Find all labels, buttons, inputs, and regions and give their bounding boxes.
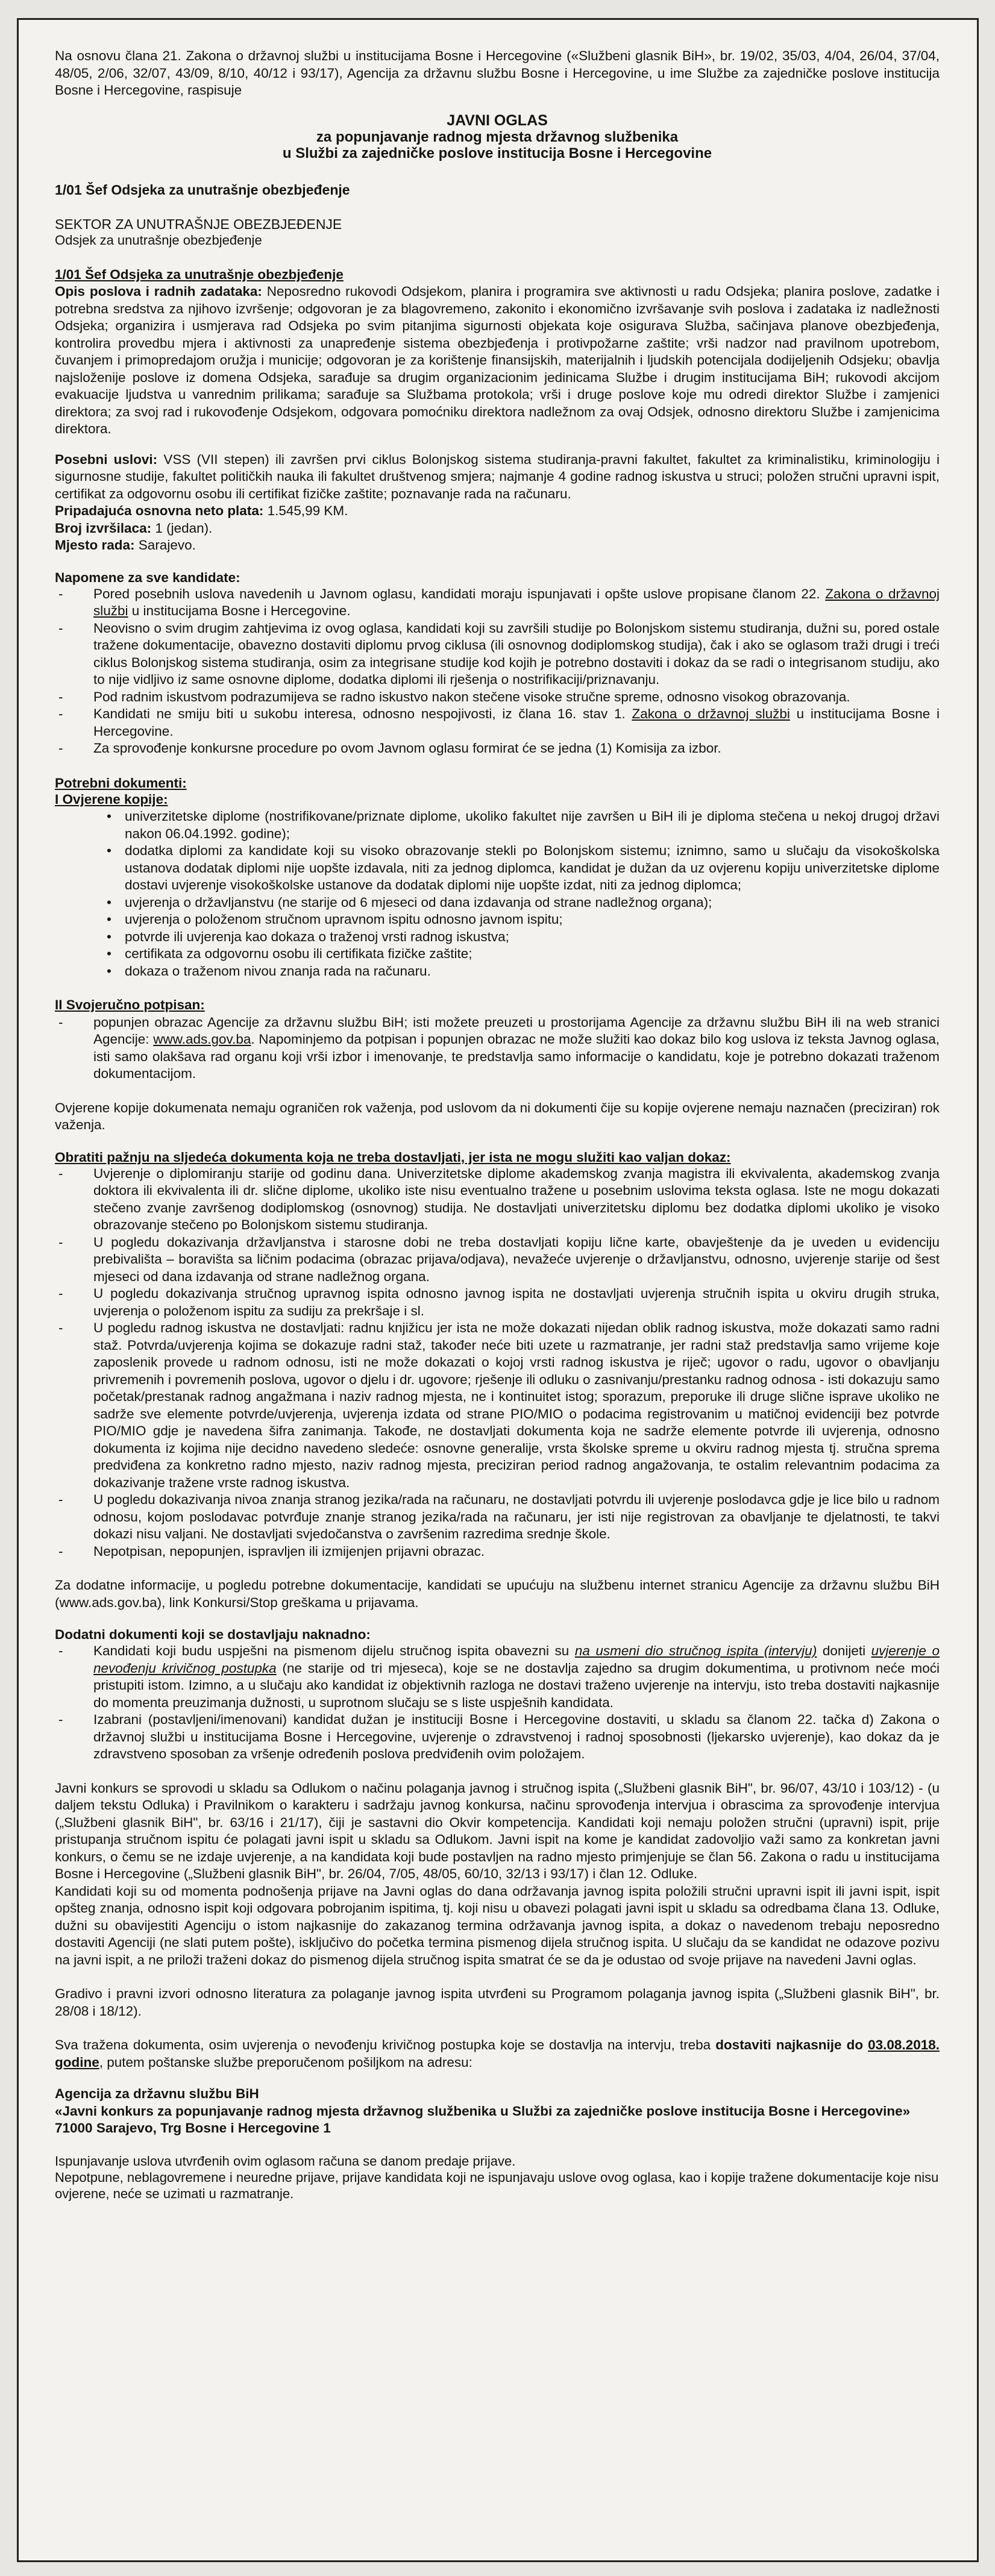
- mailing-address: [55, 2086, 940, 2137]
- salary-label: Pripadajuća osnovna neto plata:: [55, 503, 264, 518]
- address-envelope-note: «Javni konkurs za popunjavanje radnog mjesta državnog službenika u Službi za zajedničke poslove institucija Bosne i Hercegovine»: [55, 2103, 911, 2119]
- conditions-text: VSS (VII stepen) ili završen prvi ciklus Bolonjskog sistema studiranja-pravni fakultet, fakultet za kriminalistiku, kriminologiju i sigurnosne studije, fakultet političkih nauka ili fakultet društvenog smjera; najmanje 4 godine radnog iskustva u struci; položen stručni upravni ispit, certifikat za odgovornu osobu ili certifikat fizičke zaštite; poznavanje rada na računaru.: [55, 451, 940, 501]
- list-item: • potvrde ili uvjerenja kao dokaza o traženoj vrsti radnog iskustva;: [125, 929, 940, 946]
- law-link[interactable]: Zakona o državnoj službi: [632, 706, 790, 721]
- note-item: - Pod radnim iskustvom podrazumijeva se radno iskustvo nakon stečene visoke stručne spreme, odnosno visokog obrazovanja.: [93, 689, 940, 706]
- list-item: • dokaza o traženom nivou znanja rada na računaru.: [125, 963, 940, 980]
- position-description: [55, 266, 940, 438]
- list-item: - Uvjerenje o diplomiranju starije od godinu dana. Univerzitetske diplome akademskog zvanja magistra ili ekvivalenta, akademskog zvanja doktora ili ekvivalenta ili dr. slične diplome, ukoliko iste nisu eventualno tražene u posebnim uslovima teksta oglasa. Iste ne mogu dokazati stečeno zvanje završenog dodiplomskog (osnovnog) studija. Ne dostavljati univerzitetsku diplomu bez dodatka diplomi ukoliko je visoko obrazovanje stečeno po Bolonjskom sistemu studiranja.: [93, 1165, 940, 1234]
- list-item: - U pogledu radnog iskustva ne dostavljati: radnu knjižicu jer ista ne može dokazati nijedan oblik radnog iskustva, može dokazati samo radni staž. Potvrda/uvjerenja kojima se dokazuje radni staž, također neće biti uzete u razmatranje, jer radni staž predstavlja samo vrijeme koje zaposlenik provede u radnom odnosu, isti ne može dokazati o kojoj vrsti radnog iskustva je riječ; ugovor o radu, ugovor o obavljanju privremenih i povremenih poslova, ugovor o djelu i dr. ugovore; rješenje ili odluku o zasnivanju/prestanku radnog odnosa - isti dokazuju samo početak/prestanak radnog angažmana i naziv radnog mjesta, ne i kontinuitet istog; sporazum, preporuke ili druge slične isprave ukoliko ne sadrže sve elemente potvrde/uvjerenja, uvjerenja izdata od strane PIO/MIO o podacima registrovanim u matičnoj evidenciji bez potvrde PIO/MIO gdje je navedena šifra zanimanja. Takođe, ne dostavljati dokumenta koja ne sadrže elemente potvrde ili uvjerenja, odnosno dokumenta iz kojima nije decidno navedeno sledeće: osnovne generalije, vrsta školske spreme u okviru radnog mjesta tj. stručna sprema predviđena za konkretno radno mjesto, naziv radnog mjesta, preciziran period radnog angažovanja, te ostalim relevantnim podacima za dokazivanje tražene vrste radnog iskustva.: [93, 1320, 940, 1491]
- note-item: - Za sprovođenje konkursne procedure po ovom Javnom oglasu formirat će se jedna (1) Komisija za izbor.: [93, 740, 940, 757]
- legal-basis-paragraph: Na osnovu člana 21. Zakona o državnoj službi u institucijama Bosne i Hercegovine («Službeni glasnik BiH», br. 19/02, 35/03, 4/04, 26/04, 37/04, 48/05, 2/06, 32/07, 43/09, 8/10, 40/12 i 93/17), Agencija za državnu službu Bosne i Hercegovine, u ime Službe za zajedničke poslove institucija Bosne i Hercegovine, raspisuje: [55, 48, 940, 98]
- documents-heading: Potrebni dokumenti:: [55, 775, 187, 791]
- law-link[interactable]: Zakona o državnoj službi: [93, 586, 940, 618]
- attention-list: [55, 1165, 940, 1561]
- note-item: - Neovisno o svim drugim zahtjevima iz ovog oglasa, kandidati koji su završili studije po Bolonjskom sistemu studiranja, dužni su, pored ostale tražene dokumentacije, obavezno dostaviti diplomu prvog ciklusa (ili osnovnog dodiplomskog studija), čak i ako se oglasom traži drugi i treći ciklus Bolonjskog sistema studiranja, osim za integrisane studije kod kojih je potrebno dostaviti i dokaz da se radi o integrisanom studiju, ako to nije vidljivo iz same osnovne diplome, dodatka diplomi ili rješenja o nostrifikaciji/priznavanju.: [93, 620, 940, 689]
- note-item: - Kandidati ne smiju biti u sukobu interesa, odnosno nespojivosti, iz člana 16. stav 1. Zakona o državnoj službi u institucijama Bosne i Hercegovine.: [93, 706, 940, 740]
- list-item: - U pogledu dokazivanja stručnog upravnog ispita odnosno javnog ispita ne dostavljati uvjerenja stručnih ispita u okviru drugih struka, uvjerenja o položenom ispitu za sudiju za prekršaje i sl.: [93, 1285, 940, 1320]
- conditions-label: Posebni uslovi:: [55, 451, 158, 467]
- literature-paragraph: Gradivo i pravni izvori odnosno literatura za polaganje javnog ispita utvrđeni su Programom polaganja javnog ispita („Službeni glasnik BiH", br. 28/08 i 18/12).: [55, 1986, 940, 2019]
- exemption-paragraph: Kandidati koji su od momenta podnošenja prijave na Javni oglas do dana održavanja javnog ispita položili stručni upravni ispit ili javni ispit, ispit opšteg znanja, odnosno ispit koji odgovara pobrojanim ispitima, tj. koji nisu u obavezi polagati javni ispit u skladu sa odredbama člana 13. Odluke, dužni su obavijestiti Agenciju o istom najkasnije do zakazanog termina održavanja javnog ispita, a dokaz o navedenom trebaju neposredno dostaviti Agenciji (ne slati putem pošte), isključivo do početka termina pismenog dijela stručnog ispita. U slučaju da se kandidat ne odazove pozivu na javni ispit, a ne priloži traženi dokaz do pismenog dijela stručnog ispita smatrat će se da je odustao od svoje prijave na navedeni Javni oglas.: [55, 1883, 940, 1967]
- position-title: 1/01 Šef Odsjeka za unutrašnje obezbjeđenje: [55, 266, 344, 282]
- note-item: - Pored posebnih uslova navedenih u Javnom oglasu, kandidati moraju ispunjavati i opšte uslove propisane članom 22. Zakona o državnoj službi u institucijama Bosne i Hercegovine.: [93, 586, 940, 620]
- list-item: - U pogledu dokazivanja nivoa znanja stranog jezika/rada na računaru, ne dostavljati potvrdu ili uvjerenje poslodavca gdje je lice bilo u radnom odnosu, kojom poslodavac potvrđuje znanje stranog jezika/rada na računaru, jer isti nije registrovan za obavljanje te djelatnosti, te takvi dokazi nisu valjani. Ne dostavljati svjedočanstva o završenim razredima srednje škole.: [93, 1491, 940, 1543]
- footer-line-1: Ispunjavanje uslova utvrđenih ovim oglasom računa se danom predaje prijave.: [55, 2153, 516, 2169]
- certified-copies-heading: I Ovjerene kopije:: [55, 791, 168, 807]
- list-item: - U pogledu dokazivanja državljanstva i starosne dobi ne treba dostavljati kopiju lične karte, obavještenje da je uveden u evidenciju prebivališta – boravišta sa ličnim podacima (obrazac prijava/odjava), nevažeće uvjerenje o državljanstvu, odnosno, uvjerenje starije od šest mjeseci od dana izdavanja od strane nadležnog organa.: [93, 1234, 940, 1286]
- procedure-paragraph: Javni konkurs se sprovodi u skladu sa Odlukom o načinu polaganja javnog i stručnog ispita („Službeni glasnik BiH", br. 96/07, 43/10 i 103/12) - (u daljem tekstu Odluka) i Pravilnikom o karakteru i sadržaju javnog konkursa, načinu sprovođenja intervjua i obrascima za sprovođenje intervjua („Službeni glasnik BiH", br. 63/16 i 21/17), čiji je sastavni dio Okvir kompetencija. Kandidati koji nemaju položen stručni (upravni) ispit, prije pristupanja stručnom ispitu će polagati javni ispit u skladu sa Odlukom. Javni ispit na kome je kandidat zadovoljio važi samo za konkretan javni konkurs, o čemu se ne izdaje uvjerenje, a na kandidata koji bude postavljen na radno mjesto primjenjuje se član 56. Zakona o radu u institucijama Bosne i Hercegovine („Službeni glasnik BiH", br. 26/04, 7/05, 48/05, 60/10, 32/13 i 93/17) i član 12. Odluke.: [55, 1780, 940, 1881]
- later-docs-heading: Dodatni dokumenti koji se dostavljaju naknadno:: [55, 1627, 371, 1642]
- address-street: 71000 Sarajevo, Trg Bosne i Hercegovine 1: [55, 2120, 331, 2136]
- salary-row: [55, 503, 940, 520]
- place-value: Sarajevo.: [138, 537, 196, 553]
- notes-list: [55, 586, 940, 757]
- count-value: 1 (jedan).: [155, 520, 213, 536]
- deadline-paragraph: Sva tražena dokumenta, osim uvjerenja o nevođenju krivičnog postupka koje se dostavlja na intervju, treba dostaviti najkasnije do 03.08.2018. godine, putem poštanske službe preporučenom pošiljkom na adresu:: [55, 2037, 940, 2070]
- count-label: Broj izvršilaca:: [55, 520, 152, 536]
- place-label: Mjesto rada:: [55, 537, 135, 553]
- list-item: • univerzitetske diplome (nostrifikovane/priznate diplome, ukoliko fakultet nije završen u BiH ili je diploma stečena u nekoj drugoj državi nakon 06.04.1992. godine);: [125, 808, 940, 842]
- signed-form-heading: II Svojeručno potpisan:: [55, 997, 205, 1012]
- address-agency: Agencija za državnu službu BiH: [55, 2086, 259, 2101]
- list-item: • dodatka diplomi za kandidate koji su visoko obrazovanje stekli po Bolonjskom sistemu; iznimno, samo u slučaju da visokoškolska ustanova dodatak diplomi nije uopšte izdavala, niti za jednog diplomca, kandidat je dužan da uz ovjerenu kopiju univerzitetske diplome dostavi uvjerenje visokoškolske ustanove da dodatak diplomi nije uopšte izdat, niti za jednog diplomca;: [125, 842, 940, 894]
- special-conditions: [55, 451, 940, 503]
- ad-title-block: [55, 113, 940, 161]
- later-docs-list: [55, 1643, 940, 1763]
- duties-text: Neposredno rukovodi Odsjekom, planira i programira sve aktivnosti u radu Odsjeka; planira poslove, zadatke i potrebna sredstva za njihovo izvršenje; odgovoran je za blagovremeno, zakonito i ekonomično izvršavanje svih poslova i zadataka iz nadležnosti Odsjeka; organizira i usmjerava rad Odsjeka po svim pitanjima sigurnosti objekata koje osigurava Služba, sačinjava planove obezbjeđenja, kontrolira provedbu mjera i aktivnosti za unapređenje sistema obezbjeđenja i protivpožarne zaštite; vrši nadzor nad pravilnom upotrebom, čuvanjem i primopredajom oružja i municije; odgovoran je za korištenje finansijskih, materijalnih i ljudskih potencijala dodijeljenih Odsjeku; obavlja najsloženije poslove iz domena Odsjeka, sarađuje sa drugim organizacionim jedinicama Službe i drugim institucijama BiH; rukovodi akcijom evakuacije ljudstva u vanrednim prilikama; sarađuje sa Službama protokola; vrši i druge poslove koje mu odredi direktor Službe i zamjenici direktora; za svoj rad i rukovođenje Odsjekom, odgovara pomoćniku direktora nadležnom za ovaj Odsjek, odnosno direktoru Službe i zamjenicima direktora.: [55, 284, 940, 436]
- certified-copies-list: [55, 808, 940, 980]
- duties-label: Opis poslova i radnih zadataka:: [55, 284, 262, 299]
- department-name: Odsjek za unutrašnje obezbjeđenje: [55, 232, 262, 248]
- job-ad-sheet: [17, 18, 979, 2562]
- ad-title: JAVNI OGLAS: [447, 111, 548, 129]
- sector-name: SEKTOR ZA UNUTRAŠNJE OBEZBJEĐENJE: [55, 216, 342, 232]
- ad-subtitle-1: za popunjavanje radnog mjesta državnog službenika: [316, 128, 679, 145]
- position-heading: 1/01 Šef Odsjeka za unutrašnje obezbjeđenje: [55, 181, 350, 198]
- ads-website-link[interactable]: www.ads.gov.ba: [153, 1032, 251, 1047]
- list-item: - Izabrani (postavljeni/imenovani) kandidat dužan je instituciji Bosne i Hercegovine dostaviti, u skladu sa članom 22. tačka d) Zakona o državnoj službi u institucijama Bosne i Hercegovine, uvjerenje o zdravstvenoj i radnoj sposobnosti (ljekarsko uvjerenje), kao dokaz da je zdravstveno sposoban za vršenje određenih poslova predviđenih ovim položajem.: [93, 1711, 940, 1763]
- salary-value: 1.545,99 KM.: [267, 503, 348, 518]
- list-item: - popunjen obrazac Agencije za državnu službu BiH; isti možete preuzeti u prostorijama Agencije za državnu službu BiH ili na web stranici Agencije: www.ads.gov.ba. Napominjemo da potpisan i popunjen obrazac ne može služiti kao dokaz bilo kog uslova iz teksta Javnog oglasa, isti samo olakšava rad organu koji vrši izbor i imenovanje, te predstavlja samo informacije o kandidatu, koje je potrebno dokazati traženom dokumentacijom.: [93, 1014, 940, 1083]
- ad-subtitle-2: u Službi za zajedničke poslove institucija Bosne i Hercegovine: [282, 145, 712, 161]
- list-item: • uvjerenja o državljanstvu (ne starije od 6 mjeseci od dana izdavanja od strane nadležnog organa);: [125, 894, 940, 912]
- list-item: - Kandidati koji budu uspješni na pismenom dijelu stručnog ispita obavezni su na usmeni dio stručnog ispita (intervju) donijeti uvjerenje o nevođenju krivičnog postupka (ne starije od tri mjeseca), koje se ne dostavlja zajedno sa drugim dokumentima, u protivnom neće moći pristupiti istom. Izimno, a u slučaju ako kandidat iz objektivnih razloga ne dostavi traženo uvjerenje na intervju, isto treba dostaviti najkasnije do momenta preuzimanja dužnosti, u suprotnom slučaju se s liste uspješnih kandidata.: [93, 1643, 940, 1711]
- signed-form-list: [55, 1014, 940, 1083]
- place-row: [55, 537, 940, 554]
- validity-paragraph: Ovjerene kopije dokumenata nemaju ograničen rok važenja, pod uslovom da ni dokumenti čije su kopije ovjerene nemaju naznačen (preciziran) rok važenja.: [55, 1100, 940, 1132]
- list-item: • certifikata za odgovornu osobu ili certifikata fizičke zaštite;: [125, 945, 940, 963]
- footer-notes: [55, 2153, 940, 2202]
- count-row: [55, 520, 940, 537]
- list-item: • uvjerenja o položenom stručnom upravnom ispitu odnosno javnom ispitu;: [125, 911, 940, 929]
- footer-line-2: Nepotpune, neblagovremene i neuredne prijave, prijave kandidata koji ne ispunjavaju uslove ovog oglasa, kao i kopije tražene dokumentacije koje nisu ovjerene, neće se uzimati u razmatranje.: [55, 2169, 939, 2201]
- list-item: - Nepotpisan, nepopunjen, ispravljen ili izmijenjen prijavni obrazac.: [93, 1543, 940, 1561]
- attention-heading: Obratiti pažnju na sljedeća dokumenta koja ne treba dostavljati, jer ista ne mogu služiti kao valjan dokaz:: [55, 1149, 731, 1165]
- notes-heading: Napomene za sve kandidate:: [55, 569, 240, 585]
- further-info-paragraph: Za dodatne informacije, u pogledu potrebne dokumentacije, kandidati se upućuju na službenu internet stranicu Agencije za državnu službu BiH (www.ads.gov.ba), link Konkursi/Stop greškama u prijavama.: [55, 1578, 940, 1610]
- deadline-date: 03.08.2018. godine: [55, 2037, 940, 2070]
